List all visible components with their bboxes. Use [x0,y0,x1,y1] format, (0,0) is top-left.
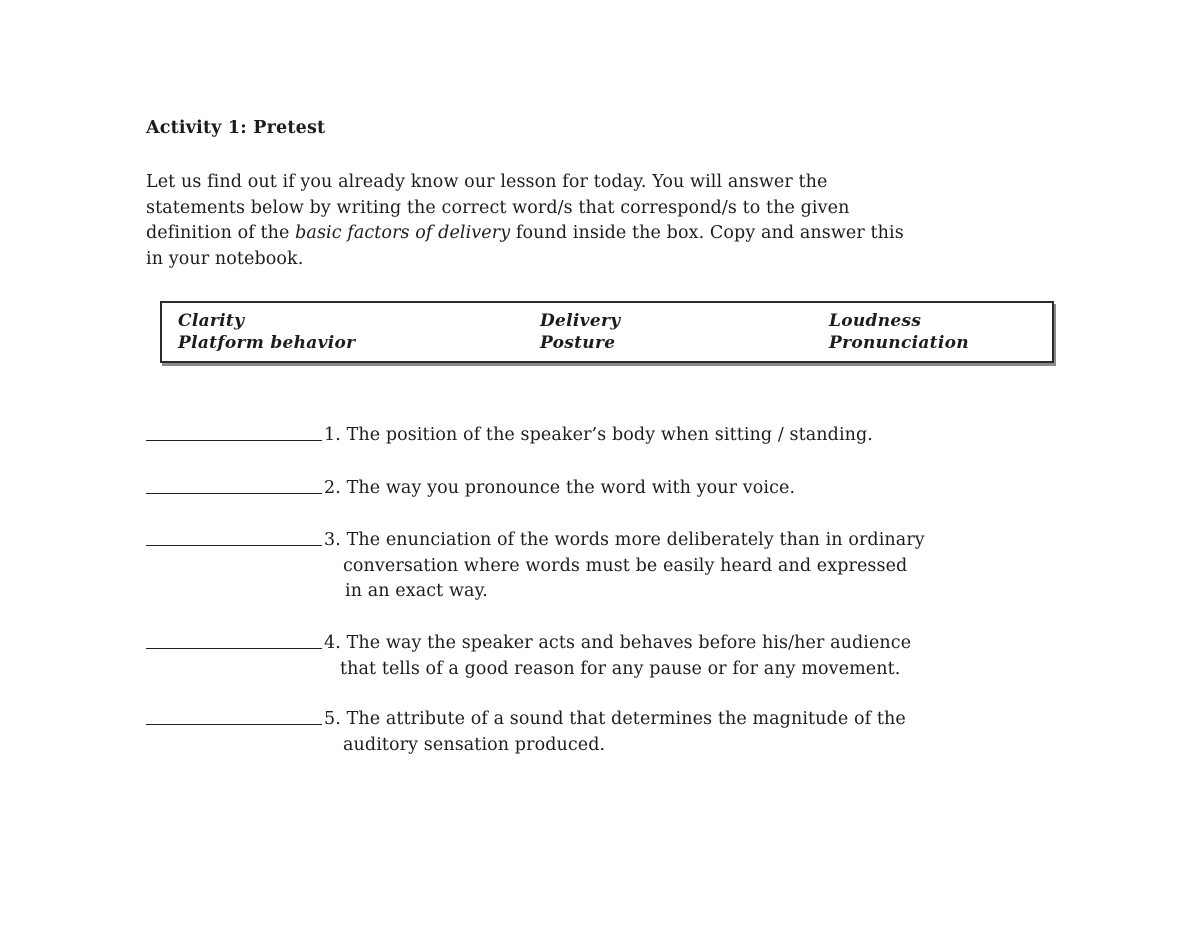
answer-blank[interactable] [146,473,322,494]
question-text [324,631,1064,682]
question-line-text: The way you pronounce the word with your voice. [346,478,796,498]
word-bank-item: Platform behavior [178,333,356,353]
instructions-text: found inside the box. Copy and answer this [510,223,904,243]
word-bank-item: Clarity [178,311,245,331]
instructions-text: definition of the [146,223,296,243]
answer-blank[interactable] [146,704,322,725]
question-text [324,528,1064,605]
instructions-emphasis: basic factors of delivery [295,223,511,243]
instructions-line: Let us find out if you already know our lesson for today. You will answer the [146,172,828,192]
instructions-paragraph [146,170,1053,272]
question-number: 5. [324,709,341,729]
question-number: 4. [324,633,341,653]
activity-title: Activity 1: Pretest [146,118,326,138]
question-line-text: The position of the speaker’s body when sitting / standing. [346,425,873,445]
question-line [324,476,1064,502]
word-bank-item: Posture [540,333,616,353]
question-line-text: auditory sensation produced. [343,734,606,755]
question-line-text: The enunciation of the words more deliberately than in ordinary [346,530,925,550]
question-line [324,423,1064,449]
answer-blank[interactable] [146,420,322,441]
word-bank-item: Delivery [540,311,621,331]
question-line-text: The way the speaker acts and behaves before his/her audience [346,633,912,653]
question-line [324,631,1064,657]
question-line [324,528,1064,554]
question-line-text: that tells of a good reason for any pause or for any movement. [340,658,901,679]
question-number: 3. [324,530,341,550]
instructions-line: statements below by writing the correct word/s that correspond/s to the given [146,197,850,218]
instructions-line [146,221,1053,247]
instructions-line: in your notebook. [146,248,304,269]
question-line-text: The attribute of a sound that determines the magnitude of the [346,709,906,729]
question-text [324,707,1064,758]
question-number: 1. [324,425,341,445]
question-line-text: conversation where words must be easily heard and expressed [343,555,908,576]
question-number: 2. [324,478,341,498]
question-text [324,423,1064,449]
word-bank-item: Pronunciation [829,333,969,353]
question-line [324,707,1064,733]
word-bank-box [160,301,1054,363]
question-line-text: in an exact way. [345,581,488,601]
answer-blank[interactable] [146,628,322,649]
answer-blank[interactable] [146,525,322,546]
question-text [324,476,1064,502]
word-bank-item: Loudness [829,311,922,331]
